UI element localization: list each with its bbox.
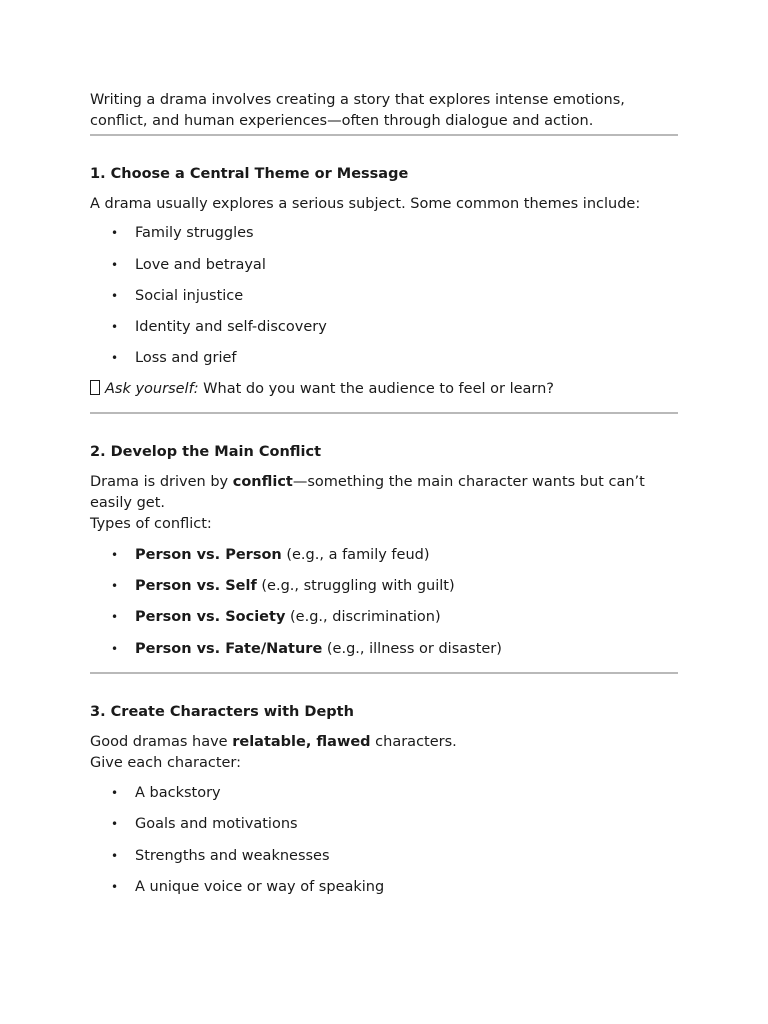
lead-bold-text: relatable, flawed: [232, 733, 371, 750]
lead-text: characters.: [370, 733, 457, 750]
item-bold: Person vs. Society: [135, 609, 286, 626]
give-label: Give each character:: [90, 754, 242, 771]
list-item: [90, 639, 678, 660]
missing-glyph-box-icon: [90, 380, 100, 395]
section-characters: [90, 702, 678, 898]
item-rest: (e.g., a family feud): [281, 546, 430, 563]
lead-text: Good dramas have: [90, 733, 233, 750]
item-rest: (e.g., discrimination): [285, 609, 441, 626]
conflict-list: [90, 545, 678, 660]
list-item: • A backstory: [90, 783, 678, 804]
divider: [90, 412, 678, 414]
divider: [90, 672, 678, 674]
list-item: • A unique voice or way of speaking: [90, 877, 678, 898]
list-item: • Strengths and weaknesses: [90, 846, 678, 867]
tip-text: What do you want the audience to feel or learn?: [198, 381, 555, 398]
tip-line: [90, 379, 678, 400]
tip-label: Ask yourself:: [105, 381, 199, 398]
divider: [90, 134, 678, 136]
section-lead: A drama usually explores a serious subject. Some common themes include:: [90, 196, 641, 212]
character-list: [90, 783, 678, 898]
item-bold: Person vs. Fate/Nature: [135, 640, 323, 657]
list-item: [90, 576, 678, 597]
section-heading: 1. Choose a Central Theme or Message: [90, 166, 409, 182]
lead-text: —something the main character wants but can’t easily get.: [90, 474, 645, 512]
types-label: Types of conflict:: [90, 516, 212, 533]
document-body: [90, 90, 678, 898]
section-heading: 2. Develop the Main Conflict: [90, 444, 322, 461]
item-bold: Person vs. Person: [135, 546, 282, 563]
list-item: [90, 545, 678, 566]
theme-list: [90, 223, 678, 369]
section-theme: [90, 164, 678, 400]
item-bold: Person vs. Self: [135, 578, 257, 595]
item-rest: (e.g., illness or disaster): [322, 640, 502, 657]
list-item: • Family struggles: [90, 223, 678, 244]
list-item: • Loss and grief: [90, 348, 678, 369]
list-item: • Identity and self-discovery: [90, 317, 678, 338]
section-heading: 3. Create Characters with Depth: [90, 703, 354, 720]
item-rest: (e.g., struggling with guilt): [256, 578, 455, 595]
intro-paragraph: Writing a drama involves creating a story that explores intense emotions, conflict, and human experiences—often through dialogue and action.: [90, 92, 625, 129]
section-conflict: [90, 442, 678, 659]
list-item: [90, 607, 678, 628]
list-item: • Love and betrayal: [90, 255, 678, 276]
section-lead: [90, 732, 678, 753]
lead-bold-text: conflict: [232, 474, 293, 491]
lead-text: Drama is driven by: [90, 474, 233, 491]
list-item: • Social injustice: [90, 286, 678, 307]
list-item: • Goals and motivations: [90, 814, 678, 835]
section-lead: [90, 472, 678, 514]
